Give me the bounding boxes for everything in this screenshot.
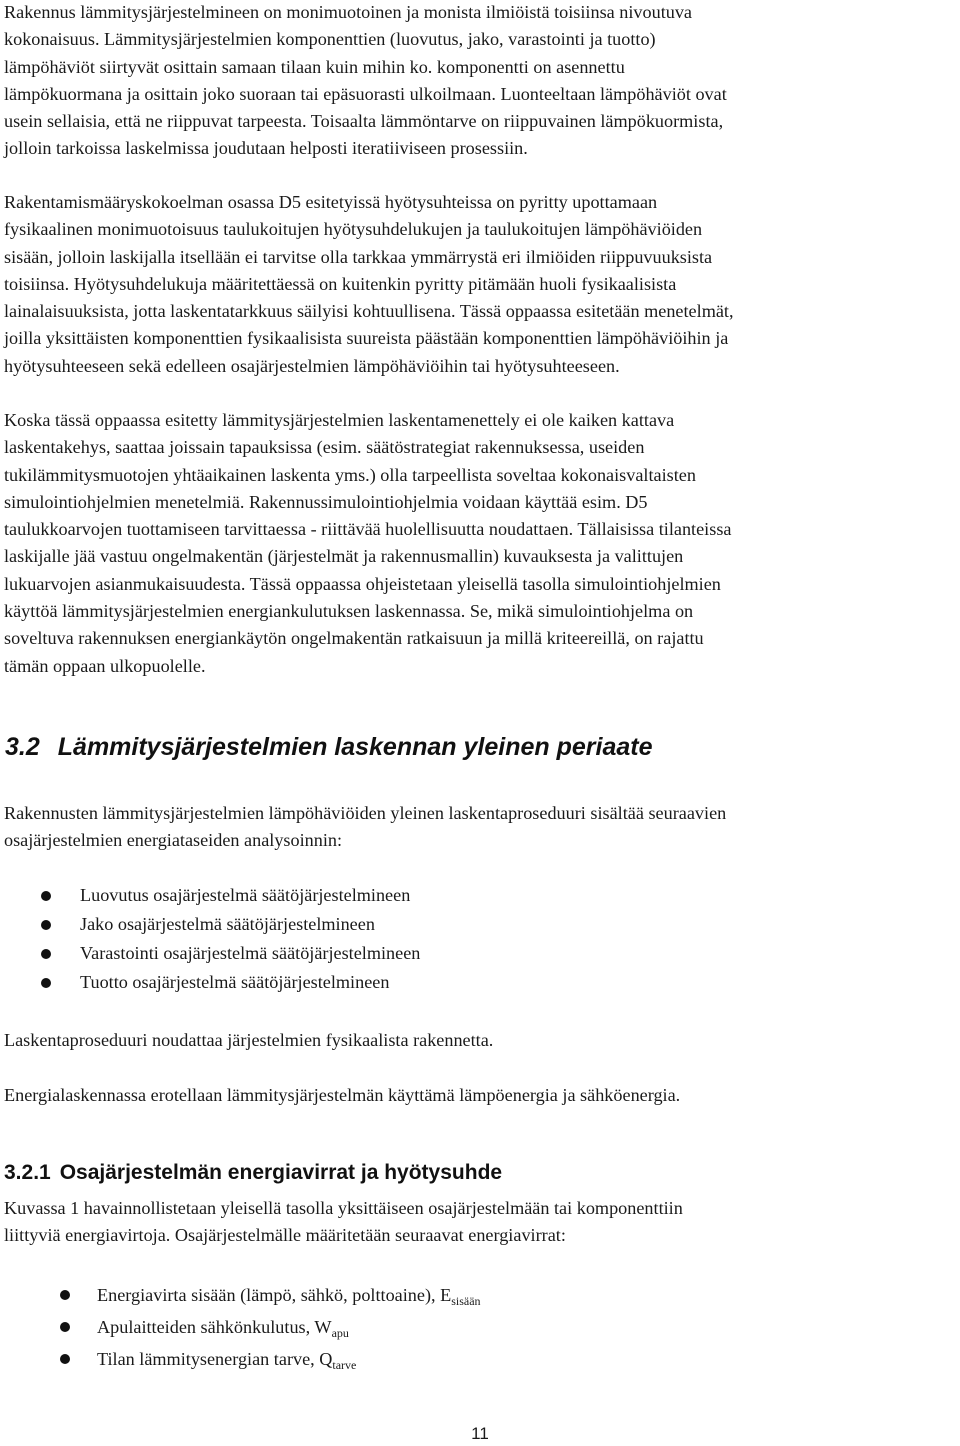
list-item-text: Tilan lämmitysenergian tarve, Q: [97, 1349, 333, 1369]
list-item-text: Jako osajärjestelmä säätöjärjestelmineen: [80, 914, 375, 934]
page-number: 11: [471, 1424, 489, 1443]
list-item: [0, 1311, 481, 1343]
bullet-icon: [41, 920, 51, 930]
bullet-icon: [41, 891, 51, 901]
subscript: apu: [331, 1326, 349, 1340]
list-item: [0, 1343, 481, 1375]
subsection-number: 3.2.1: [4, 1161, 51, 1184]
list-item: [0, 968, 420, 997]
energy-types-paragraph: Energialaskennassa erotellaan lämmitysjärjestelmän käyttämä lämpöenergia ja sähköenergia.: [4, 1085, 681, 1105]
list-item-text: Energiavirta sisään (lämpö, sähkö, polttoaine), E: [97, 1285, 452, 1305]
energy-flow-list: [0, 1279, 481, 1375]
subscript: sisään: [451, 1294, 481, 1308]
bullet-icon: [60, 1290, 70, 1300]
simulation-paragraph: Koska tässä oppaassa esitetty lämmitysjärjestelmien laskentamenettely ei ole kaiken kattava laskentakehys, saattaa joissain tapauksissa (esim. säätöstrategiat rakennuksessa, useiden tukilämmitysmuotojen yhtäaikainen laskenta yms.) olla tarpeellista soveltaa kokonaisvaltaisten simulointiohjelmien menetelmiä. Rakennussimulointiohjelmia voidaan käyttää esim. D5 taulukkoarvojen tuottamiseen tarvittaessa - riittävää huolellisuutta noudattaen. Tällaisissa tilanteissa laskijalle jää vastuu ongelmakentän (järjestelmät ja rakennusmallin) kuvauksesta ja valittujen lukuarvojen asianmukaisuudesta. Tässä oppaassa ohjeistetaan yleisellä tasolla simulointiohjelmien käyttöä lämmitysjärjestelmien energiankulutuksen laskennassa. Se, mikä simulointiohjelma on soveltuva rakennuksen energiankäytön ongelmakentän ratkaisuun ja millä kriteereillä, on rajattu tämän oppaan ulkopuolelle.: [4, 410, 732, 676]
bullet-icon: [60, 1354, 70, 1364]
subscript: tarve: [332, 1358, 357, 1372]
list-item: [0, 910, 420, 939]
section-heading-3-2: [5, 730, 652, 764]
list-item-text: Varastointi osajärjestelmä säätöjärjestelmineen: [80, 943, 421, 963]
structure-paragraph: Laskentaproseduuri noudattaa järjestelmien fysikaalista rakennetta.: [4, 1030, 494, 1050]
list-item-text: Luovutus osajärjestelmä säätöjärjestelmineen: [80, 885, 411, 905]
bullet-icon: [60, 1322, 70, 1332]
subsystem-list: [0, 881, 420, 997]
subsection-title: Osajärjestelmän energiavirrat ja hyötysuhde: [59, 1161, 503, 1184]
intro-paragraph: Rakennus lämmitysjärjestelmineen on monimuotoinen ja monista ilmiöistä toisiinsa nivoutuva kokonaisuus. Lämmitysjärjestelmien komponenttien (luovutus, jako, varastointi ja tuotto) lämpöhäviöt siirtyvät osittain samaan tilaan kuin mihin ko. komponentti on asennettu lämpökuormana ja osittain joko suoraan tai epäsuorasti ulkoilmaan. Luonteeltaan lämpöhäviöt ovat usein sellaisia, että ne riippuvat tarpeesta. Toisaalta lämmöntarve on riippuvainen lämpökuormista, jolloin tarkoissa laskelmissa joudutaan helposti iteratiiviseen prosessiin.: [4, 2, 727, 159]
list-item: [0, 939, 420, 968]
list-item-text: Apulaitteiden sähkönkulutus, W: [97, 1317, 332, 1337]
section-title: Lämmitysjärjestelmien laskennan yleinen periaate: [57, 733, 653, 761]
procedure-intro-paragraph: Rakennusten lämmitysjärjestelmien lämpöhäviöiden yleinen laskentaproseduuri sisältää seuraavien osajärjestelmien energiataseiden analysoinnin:: [4, 803, 727, 851]
section-heading-3-2-1: [4, 1158, 502, 1188]
section-number: 3.2: [5, 733, 40, 761]
list-item: [0, 881, 420, 910]
bullet-icon: [41, 949, 51, 959]
bullet-icon: [41, 978, 51, 988]
energy-flows-paragraph: Kuvassa 1 havainnollistetaan yleisellä tasolla yksittäiseen osajärjestelmään tai komponenttiin liittyviä energiavirtoja. Osajärjestelmälle määritetään seuraavat energiavirrat:: [4, 1198, 683, 1246]
list-item-text: Tuotto osajärjestelmä säätöjärjestelmineen: [80, 972, 390, 992]
d5-efficiency-paragraph: Rakentamismääryskokoelman osassa D5 esitetyissä hyötysuhteissa on pyritty upottamaan fysikaalinen monimuotoisuus taulukoitujen hyötysuhdelukujen ja taulukoitujen lämpöhäviöiden sisään, jolloin laskijalla itsellään ei tarvitse olla tarkkaa ymmärrystä eri ilmiöiden riippuvuuksista toisiinsa. Hyötysuhdelukuja määritettäessä on kuitenkin pyritty pitämään huoli fysikaalisista lainalaisuuksista, jotta laskentatarkkuus säilyisi kohtuullisena. Tässä oppaassa esitetään menetelmät, joilla yksittäisten komponenttien fysikaalisista suureista päästään komponenttien lämpöhäviöihin ja hyötysuhteeseen sekä edelleen osajärjestelmien lämpöhäviöihin tai hyötysuhteeseen.: [4, 192, 734, 376]
list-item: [0, 1279, 481, 1311]
